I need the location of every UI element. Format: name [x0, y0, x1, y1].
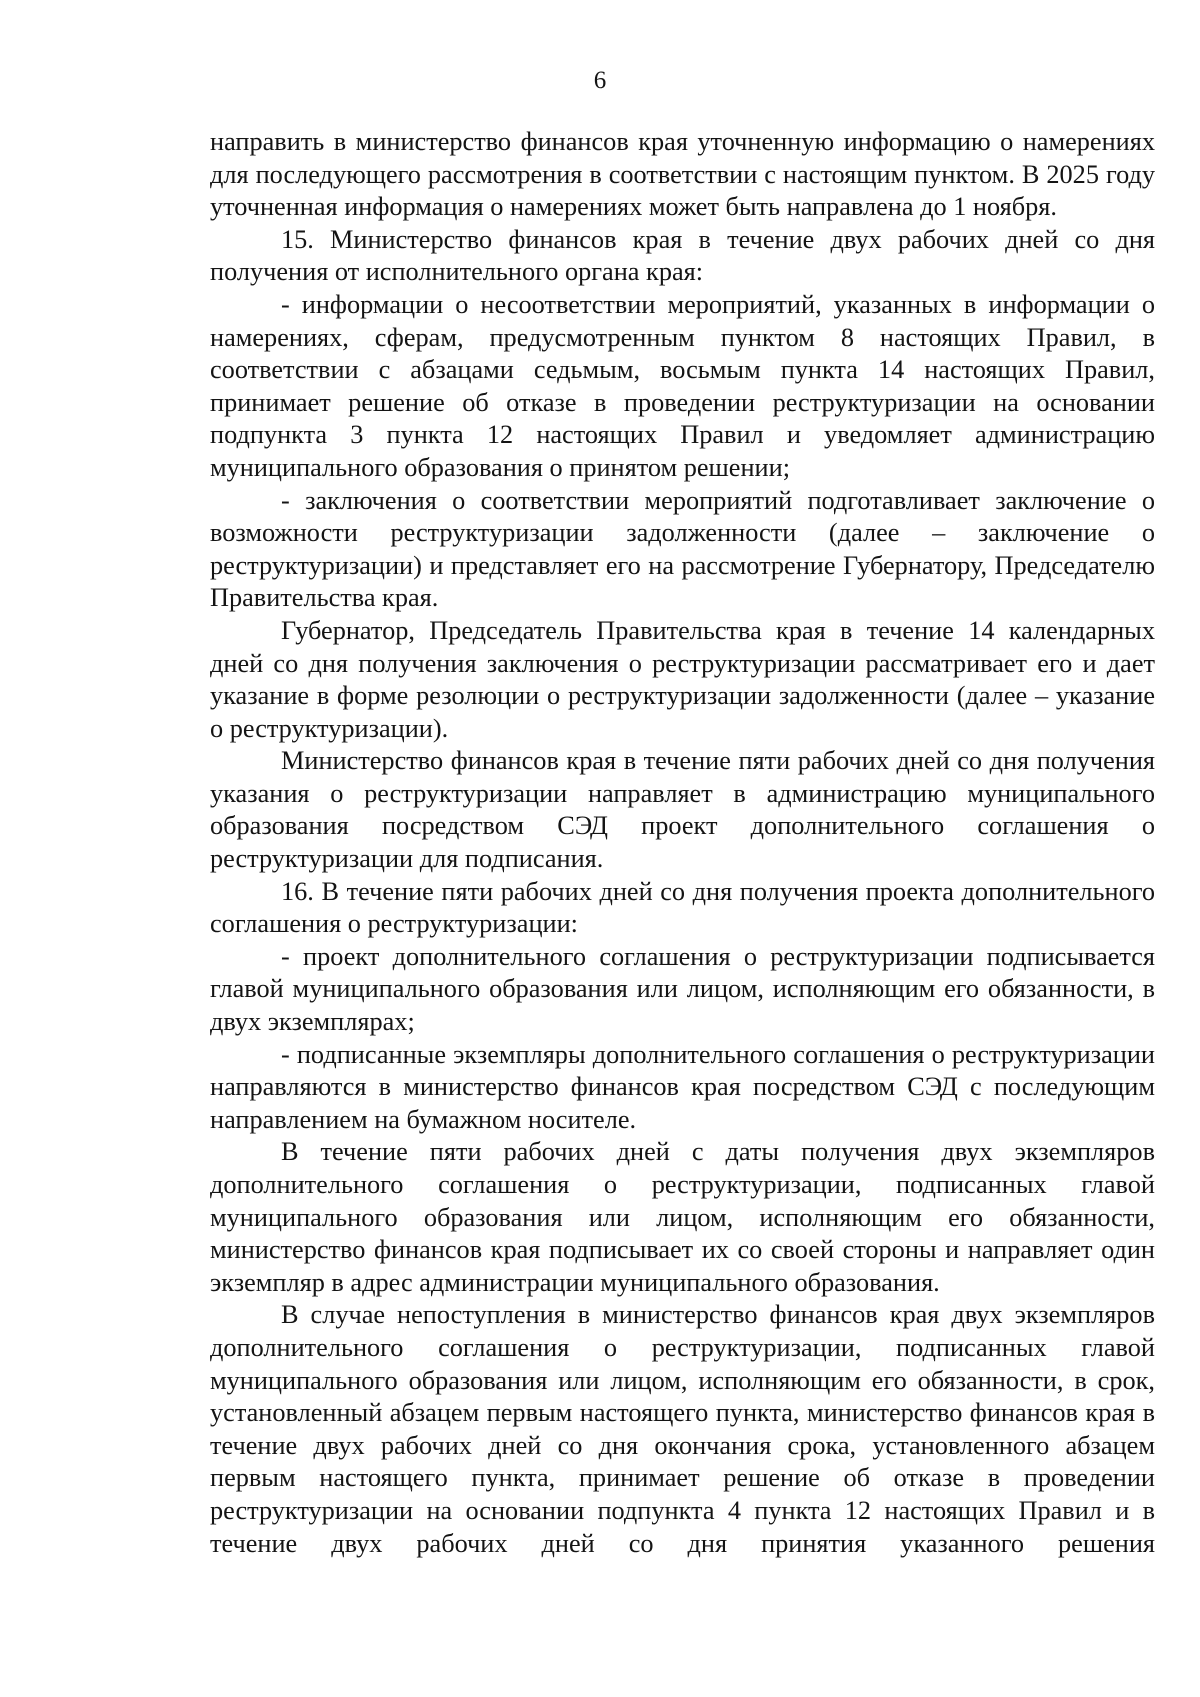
paragraph-conformity-conclusion: - заключения о соответствии мероприятий подготавливает заключение о возможности реструктуризации задолженности (далее – заключение о реструктуризации) и представляет его на рассмотрение Губернатору, Председателю Правительства края.: [210, 485, 1155, 613]
paragraph-ministry-sends-draft: Министерство финансов края в течение пяти рабочих дней со дня получения указания о реструктуризации направляет в администрацию муниципального образования посредством СЭД проект дополнительного соглашения о реструктуризации для подписания.: [210, 746, 1155, 874]
paragraph-continuation: направить в министерство финансов края уточненную информацию о намерениях для последующего рассмотрения в соответствии с настоящим пунктом. В 2025 году уточненная информация о намерениях может быть направлена до 1 ноября.: [210, 127, 1155, 222]
paragraph-signed-copies-sent: - подписанные экземпляры дополнительного соглашения о реструктуризации направляются в министерство финансов края посредством СЭД с последующим направлением на бумажном носителе.: [210, 1039, 1155, 1134]
page-number: 6: [593, 67, 607, 94]
paragraph-item-16: 16. В течение пяти рабочих дней со дня получения проекта дополнительного соглашения о реструктуризации:: [210, 876, 1155, 939]
paragraph-draft-signing: - проект дополнительного соглашения о реструктуризации подписывается главой муниципального образования или лицом, исполняющим его обязанности, в двух экземплярах;: [210, 941, 1155, 1037]
document-body: [210, 126, 1155, 1560]
paragraph-nonconformity-info: - информации о несоответствии мероприятий, указанных в информации о намерениях, сферам, предусмотренным пунктом 8 настоящих Правил, в соответствии с абзацами седьмым, восьмым пункта 14 настоящих Правил, принимает решение об отказе в проведении реструктуризации на основании подпункта 3 пункта 12 настоящих Правил и уведомляет администрацию муниципального образования о принятом решении;: [210, 289, 1155, 482]
paragraph-non-receipt: В случае непоступления в министерство финансов края двух экземпляров дополнительного соглашения о реструктуризации, подписанных главой муниципального образования или лицом, исполняющим его обязанности, в срок, установленный абзацем первым настоящего пункта, министерство финансов края в течение двух рабочих дней со дня окончания срока, установленного абзацем первым настоящего пункта, принимает решение об отказе в проведении реструктуризации на основании подпункта 4 пункта 12 настоящих Правил и в течение двух рабочих дней со дня принятия указанного решения: [210, 1300, 1155, 1558]
paragraph-governor-instruction: Губернатор, Председатель Правительства края в течение 14 календарных дней со дня получения заключения о реструктуризации рассматривает его и дает указание в форме резолюции о реструктуризации задолженности (далее – указание о реструктуризации).: [210, 615, 1155, 743]
paragraph-item-15: 15. Министерство финансов края в течение двух рабочих дней со дня получения от исполнительного органа края:: [210, 224, 1155, 287]
paragraph-ministry-signs: В течение пяти рабочих дней с даты получения двух экземпляров дополнительного соглашения о реструктуризации, подписанных главой муниципального образования или лицом, исполняющим его обязанности, министерство финансов края подписывает их со своей стороны и направляет один экземпляр в адрес администрации муниципального образования.: [210, 1137, 1155, 1297]
